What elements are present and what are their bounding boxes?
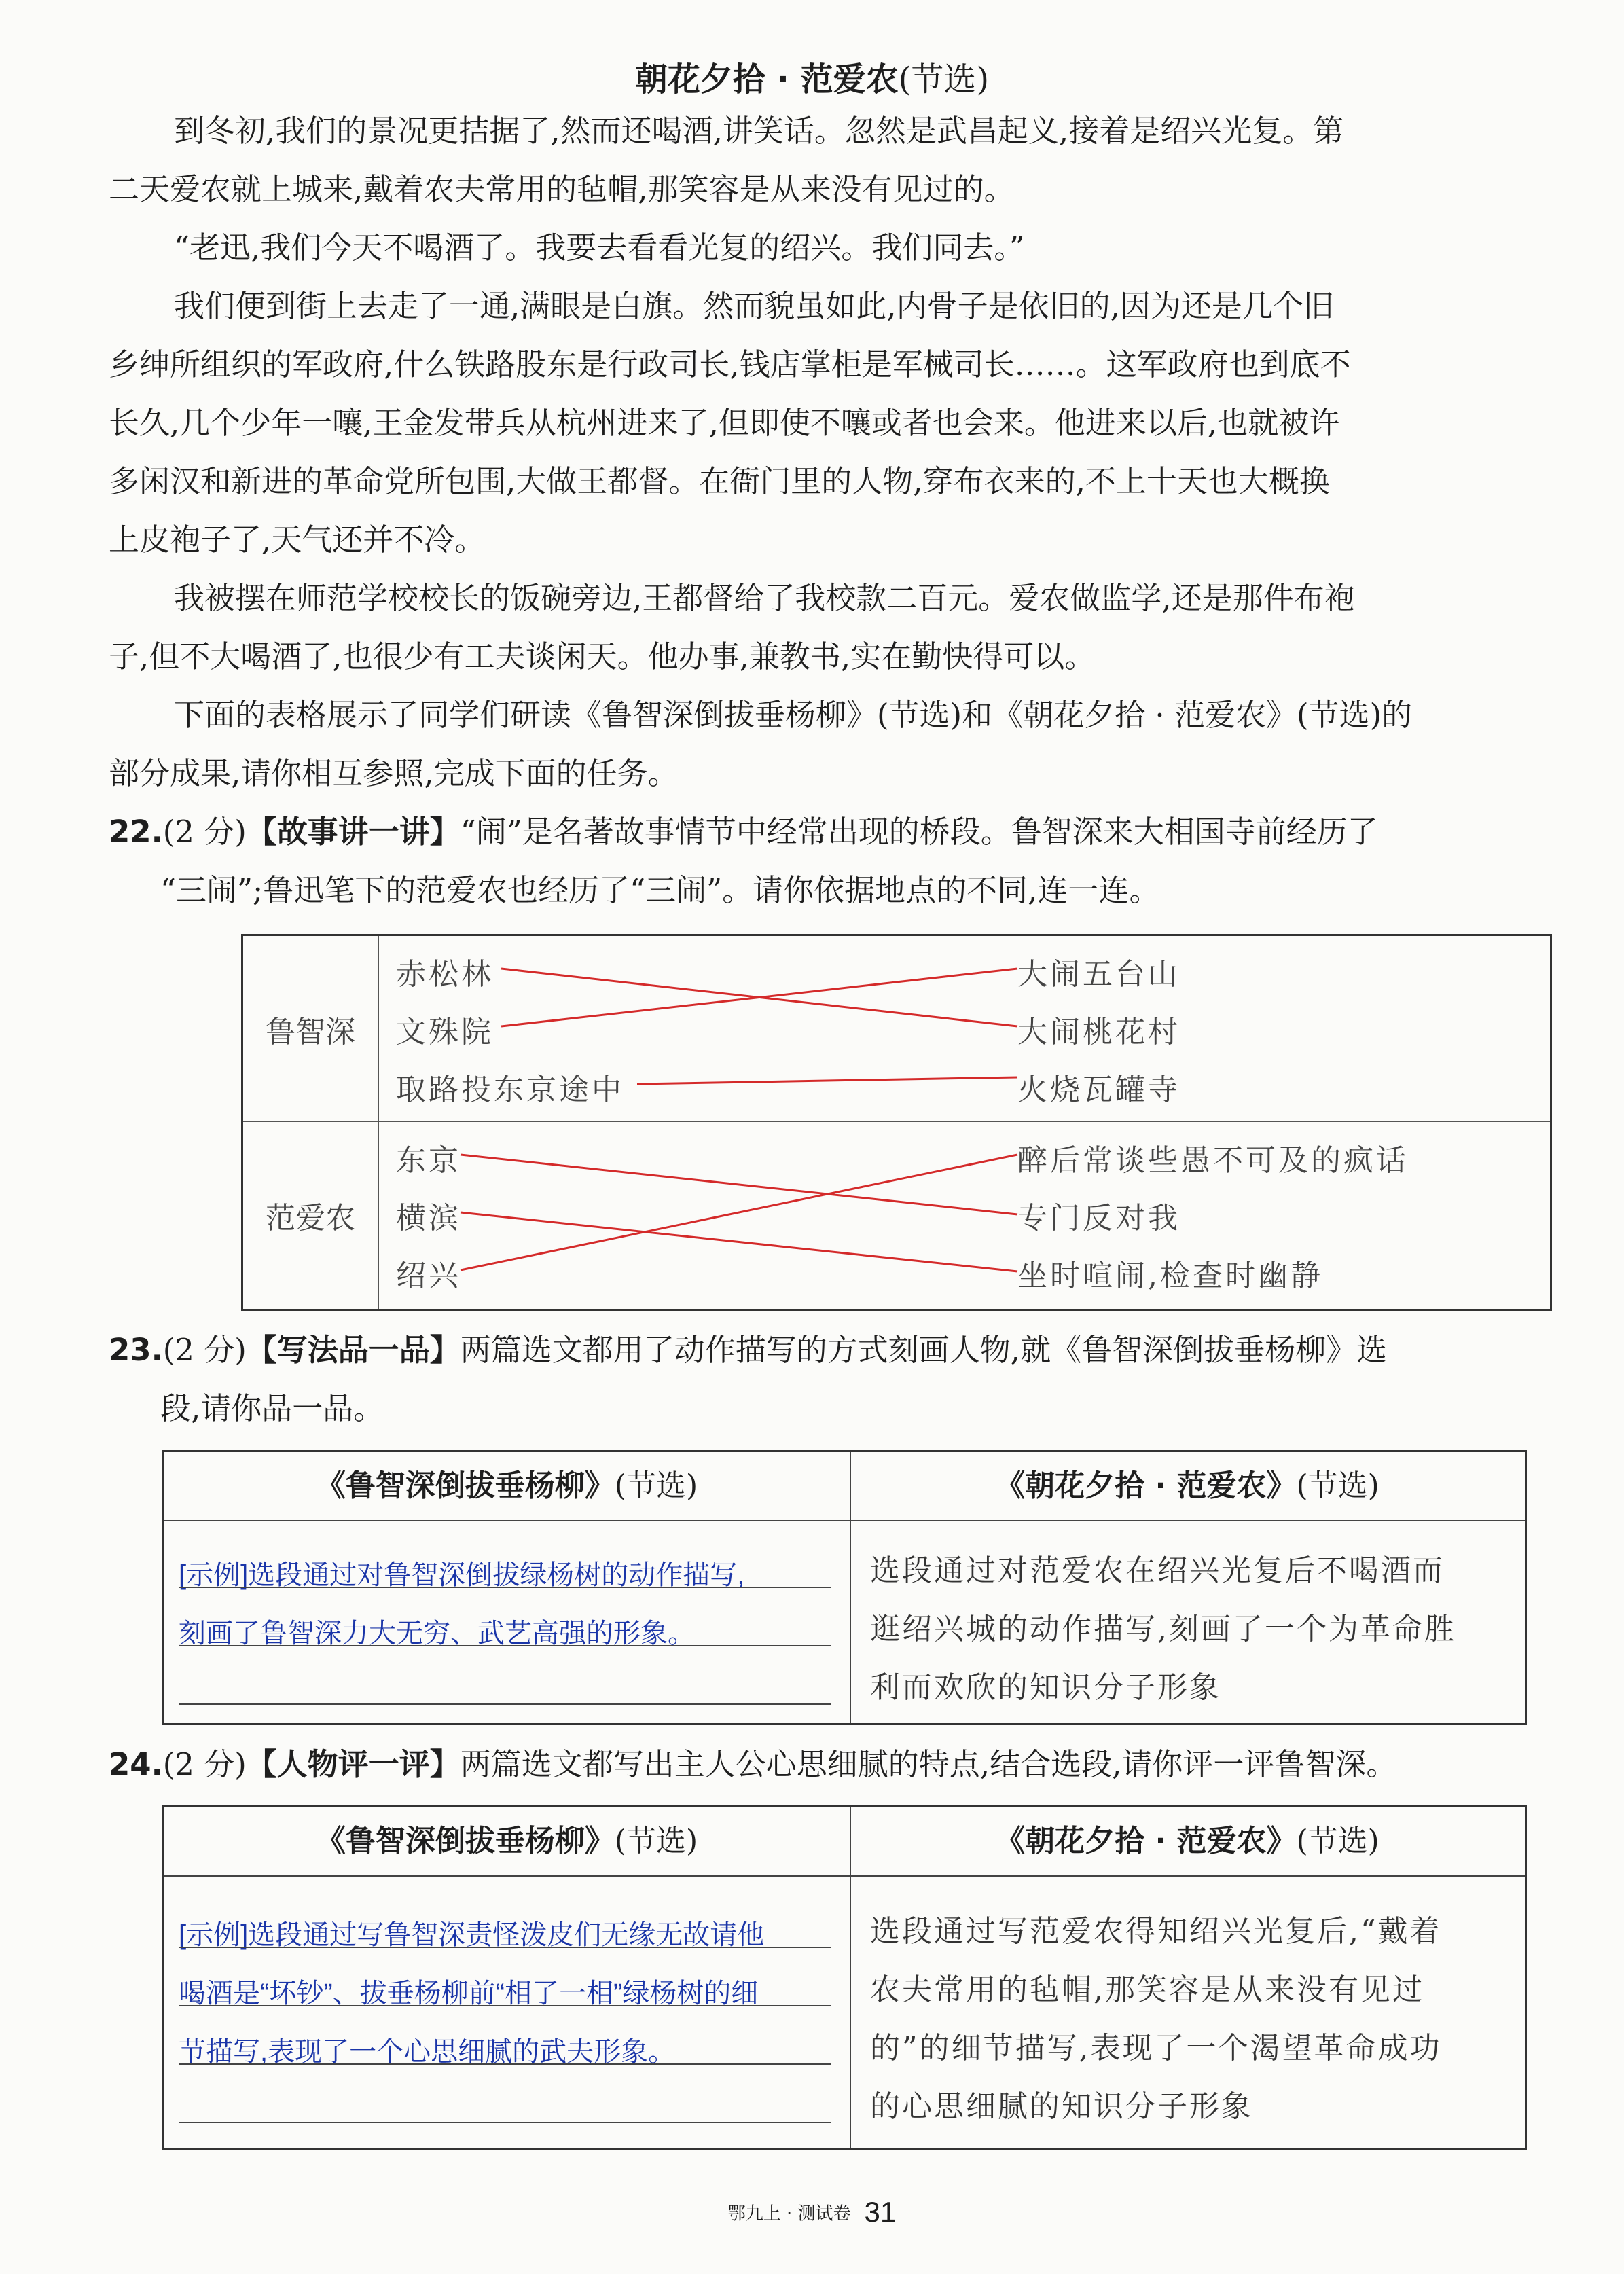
answer-line: [179, 1663, 831, 1721]
text-line: 选段通过对范爱农在绍兴光复后不喝酒而: [870, 1553, 1445, 1588]
match-right-item: 专门反对我: [1017, 1201, 1180, 1235]
match-lines: [243, 936, 1550, 1309]
answer-rule: [179, 2122, 831, 2123]
question-tag: 【人物评一评】: [246, 1746, 461, 1782]
paragraph-5: [109, 686, 1528, 803]
book-note: (节选): [1296, 1468, 1379, 1503]
question-text: 两篇选文都写出主人公心思细腻的特点,结合选段,请你评一评鲁智深。: [460, 1746, 1397, 1782]
text-line: 到冬初,我们的景况更拮据了,然而还喝酒,讲笑话。忽然是武昌起义,接着是绍兴光复。第: [174, 113, 1344, 149]
text-line: 部分成果,请你相互参照,完成下面的任务。: [109, 755, 679, 791]
answer-line: [示例]选段通过写鲁智深责怪泼皮们无缘无故请他: [179, 1920, 765, 1950]
text-line: 长久,几个少年一嚷,王金发带兵从杭州进来了,但即使不嚷或者也会来。他进来以后,也就被许: [109, 405, 1340, 441]
book-note: (节选): [614, 1468, 698, 1503]
book-note: (节选): [1296, 1824, 1379, 1858]
text-line: “老迅,我们今天不喝酒了。我要去看看光复的绍兴。我们同去。”: [174, 230, 1025, 266]
text-line: 下面的表格展示了同学们研读《鲁智深倒拔垂杨柳》(节选)和《朝花夕拾 · 范爱农》(节选)的: [174, 697, 1413, 733]
answer-area[interactable]: [179, 1546, 831, 1721]
header-left: [164, 1807, 850, 1875]
answer-line: [179, 2081, 831, 2140]
answer-rule: [179, 1703, 831, 1705]
book-title: 《鲁智深倒拔垂杨柳》: [315, 1824, 615, 1858]
match-right-item: 大闹桃花村: [1017, 1015, 1180, 1049]
comparison-table-23: [162, 1450, 1527, 1725]
paragraph-2: [109, 219, 1528, 277]
match-left-item: 文殊院: [396, 1015, 494, 1049]
answer-line: 刻画了鲁智深力大无穷、武艺高强的形象。: [179, 1619, 695, 1648]
question-text: 段,请你品一品。: [160, 1390, 384, 1426]
question-number: 23.: [109, 1332, 163, 1368]
match-right-item: 醉后常谈些愚不可及的疯话: [1017, 1143, 1409, 1178]
column-divider: [850, 1452, 851, 1723]
answer-line: 节描写,表现了一个心思细腻的武夫形象。: [179, 2037, 676, 2067]
question-text: “闹”是名著故事情节中经常出现的桥段。鲁智深来大相国寺前经历了: [460, 814, 1378, 850]
group-label: 鲁智深: [266, 1015, 355, 1049]
header-right: [850, 1452, 1525, 1520]
question-24: [109, 1735, 1528, 1794]
answer-rule: [179, 2063, 831, 2065]
table-header: [164, 1452, 1525, 1521]
paragraph-3: [109, 277, 1528, 569]
match-left-item: 赤松林: [396, 957, 494, 992]
match-right-item: 坐时喧闹,检查时幽静: [1017, 1259, 1323, 1293]
passage-title: [0, 53, 1624, 100]
paragraph-4: [109, 569, 1528, 686]
text-line: 子,但不大喝酒了,也很少有工夫谈闲天。他办事,兼教书,实在勤快得可以。: [109, 638, 1096, 674]
header-left: [164, 1452, 850, 1520]
title-sub: (节选): [898, 60, 990, 98]
match-right-item: 大闹五台山: [1017, 957, 1180, 992]
header-right: [850, 1807, 1525, 1875]
match-left-item: 绍兴: [396, 1259, 461, 1293]
book-note: (节选): [614, 1824, 698, 1858]
match-line-tuzhong-wawansi: [637, 1077, 1017, 1084]
question-text: “三闹”;鲁迅笔下的范爱农也经历了“三闹”。请你依据地点的不同,连一连。: [160, 872, 1160, 908]
text-line: 乡绅所组织的军政府,什么铁路股东是行政司长,钱店掌柜是军械司长……。这军政府也到底不: [109, 346, 1351, 382]
text-line: 农夫常用的毡帽,那笑容是从来没有见过: [870, 1972, 1424, 2007]
table-header: [164, 1807, 1525, 1877]
right-column-text: [870, 1902, 1509, 2136]
answer-rule: [179, 2005, 831, 2006]
answer-line: 喝酒是“坏钞”、拔垂杨柳前“相了一相”绿杨树的细: [179, 1979, 759, 2008]
match-left-item: 横滨: [396, 1201, 461, 1235]
text-line: 我被摆在师范学校校长的饭碗旁边,王都督给了我校款二百元。爱农做监学,还是那件布袍: [174, 580, 1355, 616]
question-text: 两篇选文都用了动作描写的方式刻画人物,就《鲁智深倒拔垂杨柳》选: [460, 1332, 1388, 1368]
comparison-table-24: [162, 1805, 1527, 2150]
answer-rule: [179, 1587, 831, 1588]
group-label: 范爱农: [266, 1201, 355, 1235]
book-title: 《朝花夕拾 · 范爱农》: [995, 1468, 1297, 1503]
text-line: 我们便到街上去走了一通,满眼是白旗。然而貌虽如此,内骨子是依旧的,因为还是几个旧: [174, 288, 1334, 324]
text-line: 的心思细腻的知识分子形象: [870, 2089, 1253, 2124]
match-right-item: 火烧瓦罐寺: [1017, 1072, 1180, 1107]
right-column-text: [870, 1542, 1509, 1717]
question-tag: 【故事讲一讲】: [246, 814, 461, 850]
text-line: 逛绍兴城的动作描写,刻画了一个为革命胜: [870, 1612, 1456, 1646]
question-23: [109, 1321, 1528, 1438]
match-left-item: 取路投东京途中: [396, 1072, 624, 1107]
text-line: 利而欢欣的知识分子形象: [870, 1670, 1221, 1705]
answer-rule: [179, 1645, 831, 1646]
page-number: 31: [864, 2196, 897, 2228]
text-line: 多闲汉和新进的革命党所包围,大做王都督。在衙门里的人物,穿布衣来的,不上十天也大概换: [109, 463, 1330, 499]
question-22: [109, 803, 1528, 920]
question-points: (2 分): [162, 1746, 247, 1782]
question-number: 22.: [109, 814, 163, 850]
match-left-item: 东京: [396, 1143, 461, 1178]
matching-table: [241, 934, 1552, 1311]
answer-area[interactable]: [179, 1906, 831, 2140]
book-title: 《朝花夕拾 · 范爱农》: [995, 1824, 1297, 1858]
match-line-shaoxing-fenghua: [461, 1155, 1017, 1270]
text-line: 的”的细节描写,表现了一个渴望革命成功: [870, 2031, 1442, 2065]
answer-rule: [179, 1947, 831, 1948]
text-line: 二天爱农就上城来,戴着农夫常用的毡帽,那笑容是从来没有见过的。: [109, 171, 1015, 207]
question-tag: 【写法品一品】: [246, 1332, 461, 1368]
paragraph-1: [109, 102, 1528, 219]
text-line: 上皮袍子了,天气还并不冷。: [109, 522, 486, 558]
footer-label: 鄂九上 · 测试卷: [727, 2203, 851, 2224]
question-number: 24.: [109, 1746, 163, 1782]
text-line: 选段通过写范爱农得知绍兴光复后,“戴着: [870, 1914, 1442, 1949]
match-line-dongjing-fandui: [461, 1155, 1017, 1214]
question-points: (2 分): [162, 814, 247, 850]
answer-line: [示例]选段通过对鲁智深倒拔绿杨树的动作描写,: [179, 1560, 745, 1590]
book-title: 《鲁智深倒拔垂杨柳》: [315, 1468, 615, 1503]
question-points: (2 分): [162, 1332, 247, 1368]
title-main: 朝花夕拾 · 范爱农: [634, 60, 899, 98]
column-divider: [850, 1807, 851, 2148]
page-footer: [0, 2196, 1624, 2228]
match-line-hengbin-jiancha: [461, 1212, 1017, 1271]
